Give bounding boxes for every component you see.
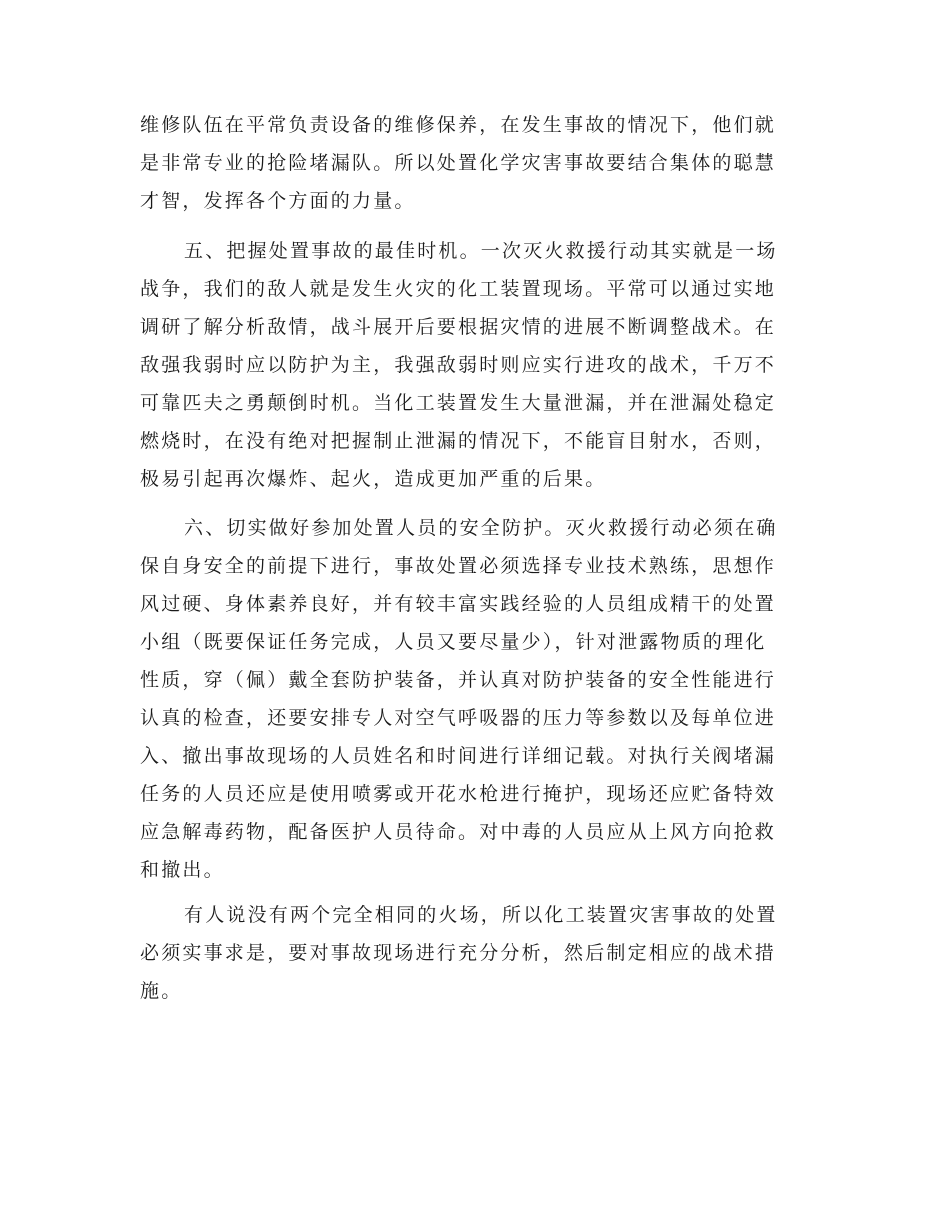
text-line: 调研了解分析敌情，战斗展开后要根据灾情的进展不断调整战术。在 [140,316,777,338]
text-line: 才智，发挥各个方面的力量。 [140,190,416,212]
text-line: 有人说没有两个完全相同的火场，所以化工装置灾害事故的处置 [184,904,778,926]
text-line: 必须实事求是，要对事故现场进行充分分析，然后制定相应的战术措 [140,942,777,964]
text-line: 任务的人员还应是使用喷雾或开花水枪进行掩护，现场还应贮备特效 [140,783,777,805]
text-line: 入、撤出事故现场的人员姓名和时间进行详细记载。对执行关阀堵漏 [140,745,777,767]
text-line: 施。 [140,980,183,1002]
text-line: 风过硬、身体素养良好，并有较丰富实践经验的人员组成精干的处置 [140,593,777,615]
text-line: 战争，我们的敌人就是发生火灾的化工装置现场。平常可以通过实地 [140,278,777,300]
text-line: 认真的检查，还要安排专人对空气呼吸器的压力等参数以及每单位进 [140,707,777,729]
text-line: 和撤出。 [140,859,225,881]
text-line: 维修队伍在平常负责设备的维修保养，在发生事故的情况下，他们就 [140,114,777,136]
text-line: 小组（既要保证任务完成，人员又要尽量少），针对泄露物质的理化 [140,631,767,653]
text-line: 可靠匹夫之勇颠倒时机。当化工装置发生大量泄漏，并在泄漏处稳定 [140,392,777,414]
text-line: 敌强我弱时应以防护为主，我强敌弱时则应实行进攻的战术，千万不 [140,354,777,376]
text-line: 保自身安全的前提下进行，事故处置必须选择专业技术熟练，思想作 [140,555,777,577]
text-line: 燃烧时，在没有绝对把握制止泄漏的情况下，不能盲目射水，否则， [140,430,777,452]
text-line: 是非常专业的抢险堵漏队。所以处置化学灾害事故要结合集体的聪慧 [140,152,777,174]
text-line: 五、把握处置事故的最佳时机。一次灭火救援行动其实就是一场 [184,240,778,262]
text-line: 六、切实做好参加处置人员的安全防护。灭火救援行动必须在确 [184,517,778,539]
text-line: 极易引起再次爆炸、起火，造成更加严重的后果。 [140,468,607,490]
text-line: 性质，穿（佩）戴全套防护装备，并认真对防护装备的安全性能进行 [140,669,777,691]
text-line: 应急解毒药物，配备医护人员待命。对中毒的人员应从上风方向抢救 [140,821,777,843]
